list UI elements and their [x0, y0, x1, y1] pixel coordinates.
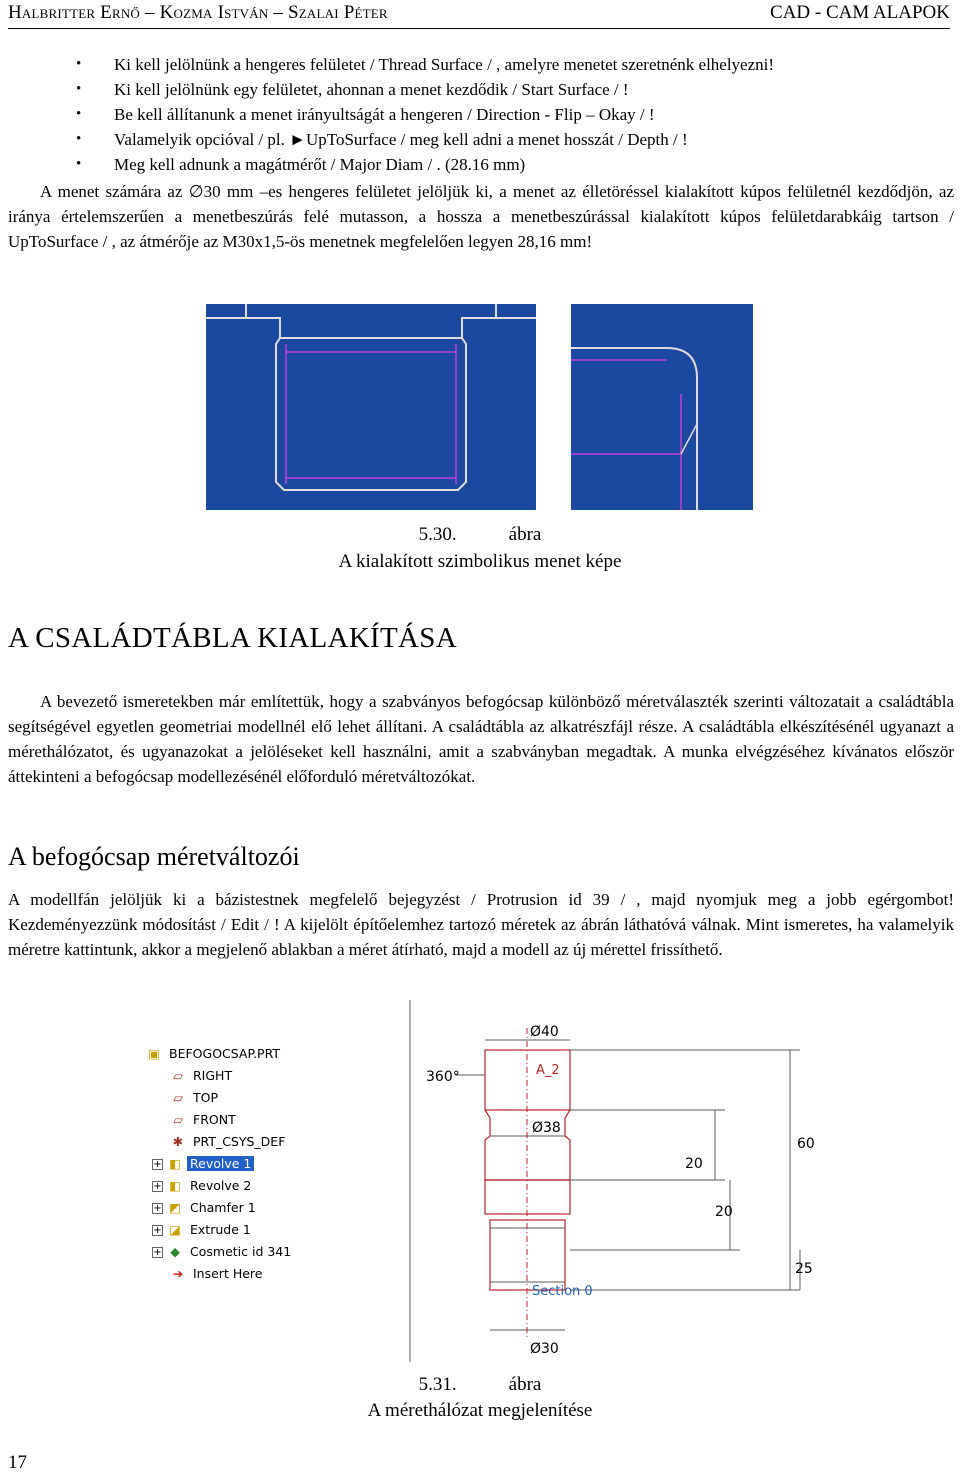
- list-item: • Meg kell adnunk a magátmérőt / Major Diam / . (28.16 mm): [62, 152, 952, 177]
- revolve-icon: ◧: [169, 1156, 181, 1171]
- dim-d30[interactable]: Ø30: [530, 1341, 559, 1357]
- expand-icon[interactable]: +: [153, 1247, 162, 1258]
- thread-detail-drawing: [571, 304, 753, 510]
- dim-20-upper[interactable]: 20: [685, 1156, 703, 1172]
- datum-plane-icon: ▱: [173, 1068, 183, 1083]
- datum-plane-icon: ▱: [173, 1090, 183, 1105]
- revolve-icon: ◧: [169, 1178, 181, 1193]
- figure-word: ábra: [508, 524, 542, 545]
- dim-360[interactable]: 360°: [426, 1069, 460, 1085]
- paragraph-thread: A menet számára az ∅30 mm –es hengeres felületet jelöljük ki, a menet az élletöréssel kialakított kúpos felületnél kezdődjön, az iránya értelemszerűen a menetbeszúrás felé mutasson, a hossza a menetbeszúrással kialakított kúpos felületdarabkáig tartson / UpToSurface / , az átmérője az M30x1,5-ös menetnek megfelelően legyen 28,16 mm!: [8, 182, 954, 251]
- figure-caption-531: [0, 1372, 960, 1398]
- model-tree: [140, 1040, 315, 1290]
- list-item: • Ki kell jelölnünk egy felületet, ahonnan a menet kezdődik / Start Surface / !: [62, 77, 952, 102]
- list-item: • Be kell állítanunk a menet irányultságát a hengeren / Direction - Flip – Okay / !: [62, 102, 952, 127]
- insert-arrow-icon: ➔: [172, 1266, 184, 1281]
- page-header: [8, 2, 950, 29]
- datum-plane-icon: ▱: [173, 1112, 183, 1127]
- csys-icon: ✱: [172, 1134, 184, 1149]
- expand-icon[interactable]: +: [153, 1181, 162, 1192]
- cosmetic-icon: ◆: [170, 1244, 180, 1259]
- figure-number: 5.31.: [418, 1374, 457, 1395]
- figure-caption-text: A mérethálózat megjelenítése: [367, 1400, 593, 1421]
- expand-icon[interactable]: +: [153, 1159, 162, 1170]
- tree-item-cosmetic[interactable]: + ◆ Cosmetic id 341: [152, 1242, 294, 1262]
- paragraph-dimensions: A modellfán jelöljük ki a bázistestnek megfelelő bejegyzést / Protrusion id 39 / , majd nyomjuk meg a jobb egérgombot! Kezdeményezzünk módosítást / Edit / ! A kijelölt építőelemhez tartozó méretek az ábrán láthatóvá válnak. Mint ismeretes, ha valamelyik méretre kattintunk, akkor a megjelenő ablakban a méret átírható, majd a modell az új mérettel frissíthető.: [8, 890, 954, 959]
- thread-drawing: [206, 304, 536, 510]
- dim-d40[interactable]: Ø40: [530, 1024, 559, 1040]
- thread-figure-side-view: [206, 304, 536, 510]
- expand-icon[interactable]: +: [153, 1225, 162, 1236]
- list-item: • Ki kell jelölnünk a hengeres felületet / Thread Surface / , amelyre menetet szeretnénk elhelyezni!: [62, 52, 952, 77]
- list-item: • Valamelyik opcióval / pl. ►UpToSurface / meg kell adni a menet hosszát / Depth / !: [62, 127, 952, 152]
- extrude-icon: ◪: [169, 1222, 181, 1237]
- dim-a2: A_2: [536, 1063, 560, 1078]
- bullet-list: [62, 52, 952, 177]
- page-number: 17: [8, 1452, 27, 1473]
- figure-number: 5.30.: [418, 524, 457, 545]
- tree-item-chamfer-1[interactable]: + ◩ Chamfer 1: [152, 1198, 259, 1218]
- figure-word: ábra: [508, 1374, 542, 1395]
- paragraph-family-table: A bevezető ismeretekben már említettük, hogy a szabványos befogócsap különböző méretválaszték szerinti változatait a családtábla segítségével egyetlen geometriai modellnél elő lehet állítani. A családtábla az alkatrészfájl része. A családtábla elkészítésénél ugyanazt a mérethálózatot, és ugyanazokat a jelöléseket kell használni, amit a szabványban megadtak. A munka elvégzéséhez kívánatos először áttekinteni a befogócsap modellezésénél előforduló méretváltozókat.: [8, 692, 954, 786]
- expand-icon[interactable]: +: [153, 1203, 162, 1214]
- dim-d38[interactable]: Ø38: [532, 1120, 561, 1136]
- tree-item-top[interactable]: ▱ TOP: [170, 1088, 221, 1108]
- tree-item-csys[interactable]: ✱ PRT_CSYS_DEF: [170, 1132, 288, 1152]
- tree-item-revolve-2[interactable]: + ◧ Revolve 2: [152, 1176, 254, 1196]
- figure-caption-text: A kialakított szimbolikus menet képe: [338, 551, 622, 572]
- figure-caption-530: [0, 522, 960, 548]
- header-authors: Halbritter Ernő – Kozma István – Szalai Péter: [8, 2, 388, 23]
- tree-root[interactable]: ▣ BEFOGOCSAP.PRT: [146, 1044, 283, 1064]
- tree-item-front[interactable]: ▱ FRONT: [170, 1110, 239, 1130]
- dim-20-lower[interactable]: 20: [715, 1204, 733, 1220]
- chamfer-icon: ◩: [169, 1200, 181, 1215]
- tree-item-revolve-1[interactable]: + ◧ Revolve 1: [152, 1154, 254, 1174]
- section-heading-dimensions: A befogócsap méretváltozói: [8, 842, 300, 871]
- tree-item-extrude-1[interactable]: + ◪ Extrude 1: [152, 1220, 254, 1240]
- header-book-title: CAD - CAM ALAPOK: [770, 2, 950, 23]
- part-icon: ▣: [148, 1046, 160, 1061]
- dim-25[interactable]: 25: [795, 1261, 813, 1277]
- tree-item-insert-here[interactable]: ➔ Insert Here: [170, 1264, 265, 1284]
- dim-60[interactable]: 60: [797, 1136, 815, 1152]
- section-label: Section 0: [532, 1284, 593, 1299]
- thread-figure-detail-view: [571, 304, 753, 510]
- section-heading-family-table: A CSALÁDTÁBLA KIALAKÍTÁSA: [8, 622, 457, 654]
- tree-item-right[interactable]: ▱ RIGHT: [170, 1066, 235, 1086]
